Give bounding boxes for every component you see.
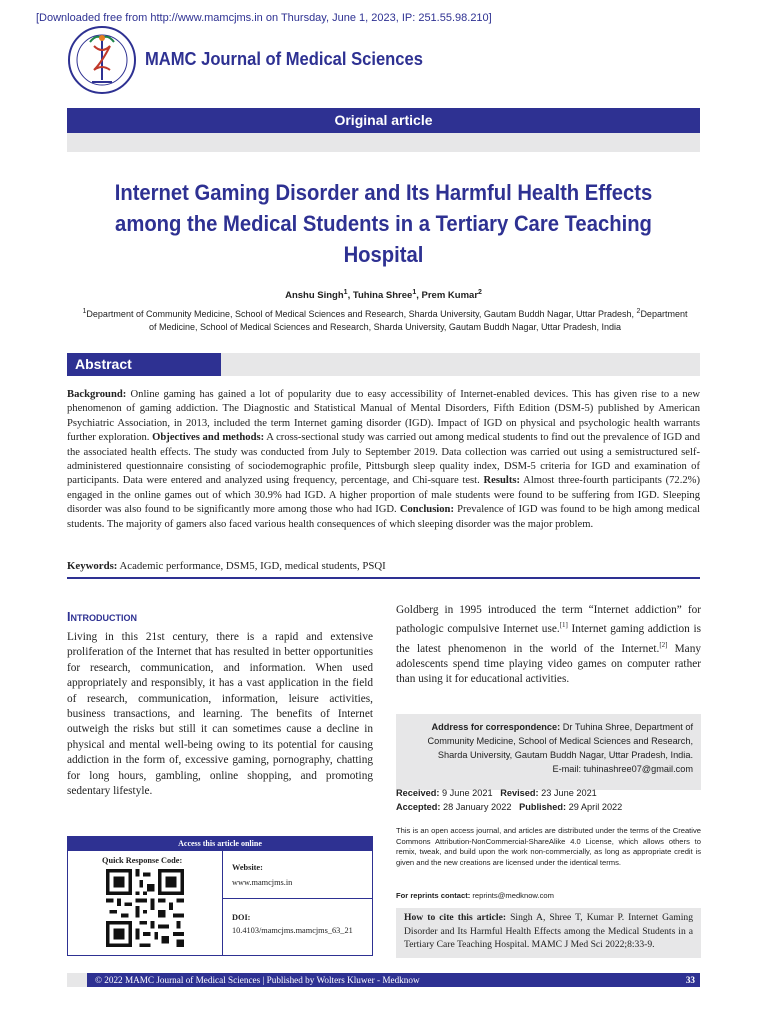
footer-copyright: © 2022 MAMC Journal of Medical Sciences | Published by Wolters Kluwer - Medknow <box>95 975 420 985</box>
journal-title: MAMC Journal of Medical Sciences <box>145 49 423 69</box>
introduction-body: Living in this 21st century, there is a rapid and extensive proliferation of the Internet that has resulted in better opportunities for research, communication, and information. When used appropriately and responsibly, it has a vast application in the field of research, communication, information, leisure activities, business transactions, and learning. The benefits of Internet outweigh the risks but still it can sometimes cause a decline in physical and mental well-being owing to its potential for causing addiction in the form of, excessive gaming, pornography, chatting for long hours, gambling, online shopping, and promoting sedentary lifestyle. <box>67 631 373 798</box>
doi-link[interactable]: 10.4103/mamcjms.mamcjms_63_21 <box>232 926 353 935</box>
qr-label: Quick Response Code: <box>102 856 183 865</box>
keywords: Keywords: Academic performance, DSM5, IGD, medical students, PSQI <box>67 560 386 572</box>
section-rule <box>67 577 700 579</box>
affiliations: $^1$Department of Community Medicine, School of Medical Sciences and Research, Sharda University, Gautam Buddh Nagar, Uttar Pradesh, $^2$Department of Medicine, School of Medical Sciences and Research, Sharda University, Gautam Buddh Nagar, Uttar Pradesh, India <box>82 308 688 332</box>
reference-link[interactable]: [2] <box>659 640 668 649</box>
citation-box: How to cite this article: Singh A, Shree T, Kumar P. Internet Gaming Disorder and Its Harmful Health Effects among the Medical Students in a Tertiary Care Teaching Hospital. MAMC J Med Sci 2022;8:33-9. <box>396 908 701 958</box>
article-title: Internet Gaming Disorder and Its Harmful Health Effects among the Medical Students in a Tertiary Care Teaching Hospital <box>114 180 653 267</box>
correspondence-email[interactable]: E-mail: tuhinashree07@gmail.com <box>552 764 693 774</box>
qr-code-icon[interactable] <box>106 869 184 947</box>
grey-divider <box>67 133 700 152</box>
license-text: This is an open access journal, and articles are distributed under the terms of the Creative Commons Attribution-NonCommercial-ShareAlike 4.0 License, which allows others to remix, tweak, and build upon the work non-commercially, as long as appropriate credit is given and the new creations are licensed under the identical terms. <box>396 826 701 867</box>
access-online-box <box>67 836 373 956</box>
column2-body: Goldberg in 1995 introduced the term “Internet addiction” for pathologic compulsive Internet use.[1] Internet gaming addiction is the latest phenomenon in the world of the Internet.[2] Many adolescents spend time playing video games on computer rather than using it for educational activities. <box>396 604 701 686</box>
divider <box>222 898 373 899</box>
affiliation-2: Department of Medicine, School of Medical Sciences and Research, Sharda University, Gautam Buddh Nagar, Uttar Pradesh, India <box>148 309 688 332</box>
author-name[interactable]: Anshu Singh <box>285 290 344 302</box>
abstract-body: Background: Online gaming has gained a lot of popularity due to easy accessibility of Internet-enabled devices. This has given rise to a new phenomenon of gaming addiction. The Diagnostic and Statistical Manual of Mental Disorders, Fifth Edition (DSM-5) published by American Psychiatric Association, in 2013, included the term Internet gaming disorder (IGD). Impact of IGD on physical and psychologic health warrants further exploration. Objectives and methods: A cross-sectional study was carried out among medical students to find out the prevalence of IGD and the associated health effects. The study was conducted from July to September 2019. Data collection was carried out using a semistructured self-administered questionnaire consisting of sociodemographic profile, Pittsburgh sleep quality index, DSM-5 criteria for IGD and examination of participants. Data were entered and analyzed using frequency, percentage, and Chi-square test. Results: Almost three-fourth participants (72.2%) engaged in the online games out of which 30.9% had IGD. A higher proportion of male students were found to be suffering from IGD. Sleeping disorder was also found to be significantly more among those who had IGD. Conclusion: Prevalence of IGD was found to be high among medical students. The majority of gamers also faced various health consequences of which sleeping disorder was the major problem. <box>67 389 701 530</box>
author-list: Anshu Singh$^1$, Tuhina Shree$^1$, Prem Kumar$^2$ <box>285 289 482 302</box>
author-name[interactable]: Prem Kumar <box>421 290 479 302</box>
affiliation-1: Department of Community Medicine, School of Medical Sciences and Research, Sharda University, Gautam Buddh Nagar, Uttar Pradesh, <box>86 309 637 319</box>
abstract-heading: Abstract <box>67 353 221 376</box>
divider <box>222 851 223 956</box>
website-link[interactable]: www.mamcjms.in <box>232 878 293 887</box>
correspondence-box: Address for correspondence: Dr Tuhina Shree, Department of Community Medicine, School of Medical Sciences and Research, Sharda University, Gautam Buddh Nagar, Uttar Pradesh, India. E-mail: tuhinashree07@gmail.com <box>396 714 701 790</box>
reprints-contact: For reprints contact: reprints@medknow.com <box>396 891 554 900</box>
article-dates: Received: 9 June 2021 Revised: 23 June 2021 Accepted: 28 January 2022 Published: 29 April 2022 <box>396 788 623 812</box>
article-type-banner: Original article <box>67 108 700 133</box>
page-number: 33 <box>685 975 695 985</box>
author-name[interactable]: Tuhina Shree <box>352 290 413 302</box>
access-header: Access this article online <box>68 837 372 851</box>
doi-label: DOI: <box>232 913 251 922</box>
reference-link[interactable]: [1] <box>559 621 568 630</box>
introduction-heading: Introduction <box>67 610 137 624</box>
footer-accent <box>67 973 87 987</box>
download-note: [Downloaded free from http://www.mamcjms.in on Thursday, June 1, 2023, IP: 251.55.98.210] <box>36 12 492 24</box>
website-label: Website: <box>232 863 263 872</box>
reprints-email[interactable]: reprints@medknow.com <box>470 891 554 900</box>
journal-logo <box>66 24 138 96</box>
